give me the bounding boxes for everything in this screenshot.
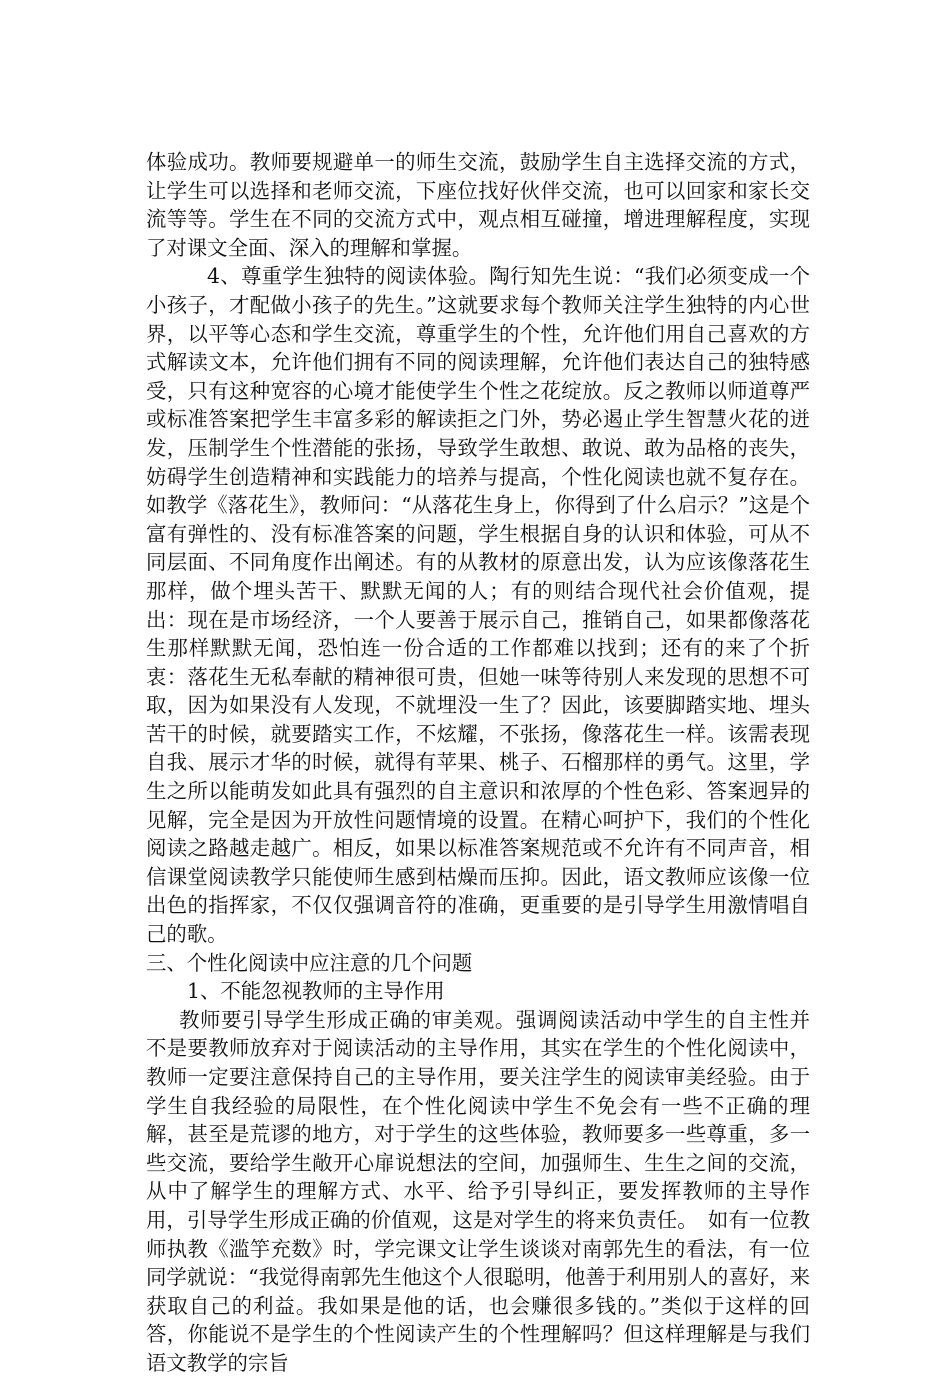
body-paragraph: 4、尊重学生独特的阅读体验。陶行知先生说：“我们必须变成一个小孩子，才配做小孩子的先生。”这就要求每个教师关注学生独特的内心世界，以平等心态和学生交流，尊重学生的个性，允许他们用自己喜欢的方式解读文本，允许他们拥有不同的阅读理解，允许他们表达自己的独特感受，只有这种宽容的心境才能使学生个性之花绽放。反之教师以师道尊严或标准答案把学生丰富多彩的解读拒之门外，势必遏止学生智慧火花的迸发，压制学生个性潜能的张扬，导致学生敢想、敢说、敢为品格的丧失，妨碍学生创造精神和实践能力的培养与提高，个性化阅读也就不复存在。如教学《落花生》，教师问：“从落花生身上，你得到了什么启示？”这是个富有弹性的、没有标准答案的问题，学生根据自身的认识和体验，可从不同层面、不同角度作出阐述。有的从教材的原意出发，认为应该像落花生那样，做个埋头苦干、默默无闻的人；有的则结合现代社会价值观，提出：现在是市场经济，一个人要善于展示自己，推销自己，如果都像落花生那样默默无闻，恐怕连一份合适的工作都难以找到；还有的来了个折衷：落花生无私奉献的精神很可贵，但她一味等待别人来发现的思想不可取，因为如果没有人发现，不就埋没一生了？因此，该要脚踏实地、埋头苦干的时候，就要踏实工作，不炫耀，不张扬，像落花生一样。该需表现自我、展示才华的时候，就得有苹果、桃子、石榴那样的勇气。这里，学生之所以能萌发如此具有强烈的自主意识和浓厚的个性色彩、答案迥异的见解，完全是因为开放性问题情境的设置。在精心呵护下，我们的个性化阅读之路越走越广。相反，如果以标准答案规范或不允许有不同声音，相信课堂阅读教学只能使师生感到枯燥而压抑。因此，语文教师应该像一位出色的指挥家，不仅仅强调音符的准确，更重要的是引导学生用激情唱自己的歌。 <box>146 264 810 947</box>
body-paragraph: 体验成功。教师要规避单一的师生交流，鼓励学生自主选择交流的方式，让学生可以选择和老师交流，下座位找好伙伴交流，也可以回家和家长交流等等。学生在不同的交流方式中，观点相互碰撞，增进理解程度，实现了对课文全面、深入的理解和掌握。 <box>146 150 810 260</box>
subsection-heading: 1、不能忽视教师的主导作用 <box>187 979 445 1004</box>
document-page <box>146 148 810 1378</box>
body-paragraph: 教师要引导学生形成正确的审美观。强调阅读活动中学生的自主性并不是要教师放弃对于阅读活动的主导作用，其实在学生的个性化阅读中，教师一定要注意保持自己的主导作用，要关注学生的阅读审美经验。由于学生自我经验的局限性，在个性化阅读中学生不免会有一些不正确的理解，甚至是荒谬的地方，对于学生的这些体验，教师要多一些尊重，多一些交流，要给学生敞开心扉说想法的空间，加强师生、生生之间的交流，从中了解学生的理解方式、水平、给予引导纠正，要发挥教师的主导作用，引导学生形成正确的价值观，这是对学生的将来负责任。 如有一位教师执教《滥竽充数》时，学完课文让学生谈谈对南郭先生的看法，有一位同学就说：“我觉得南郭先生他这个人很聪明，他善于利用别人的喜好，来获取自己的利益。我如果是他的话，也会赚很多钱的。”类似于这样的回答，你能说不是学生的个性阅读产生的个性理解吗？但这样理解是与我们语文教学的宗旨 <box>146 1007 810 1375</box>
section-heading: 三、个性化阅读中应注意的几个问题 <box>146 950 473 975</box>
